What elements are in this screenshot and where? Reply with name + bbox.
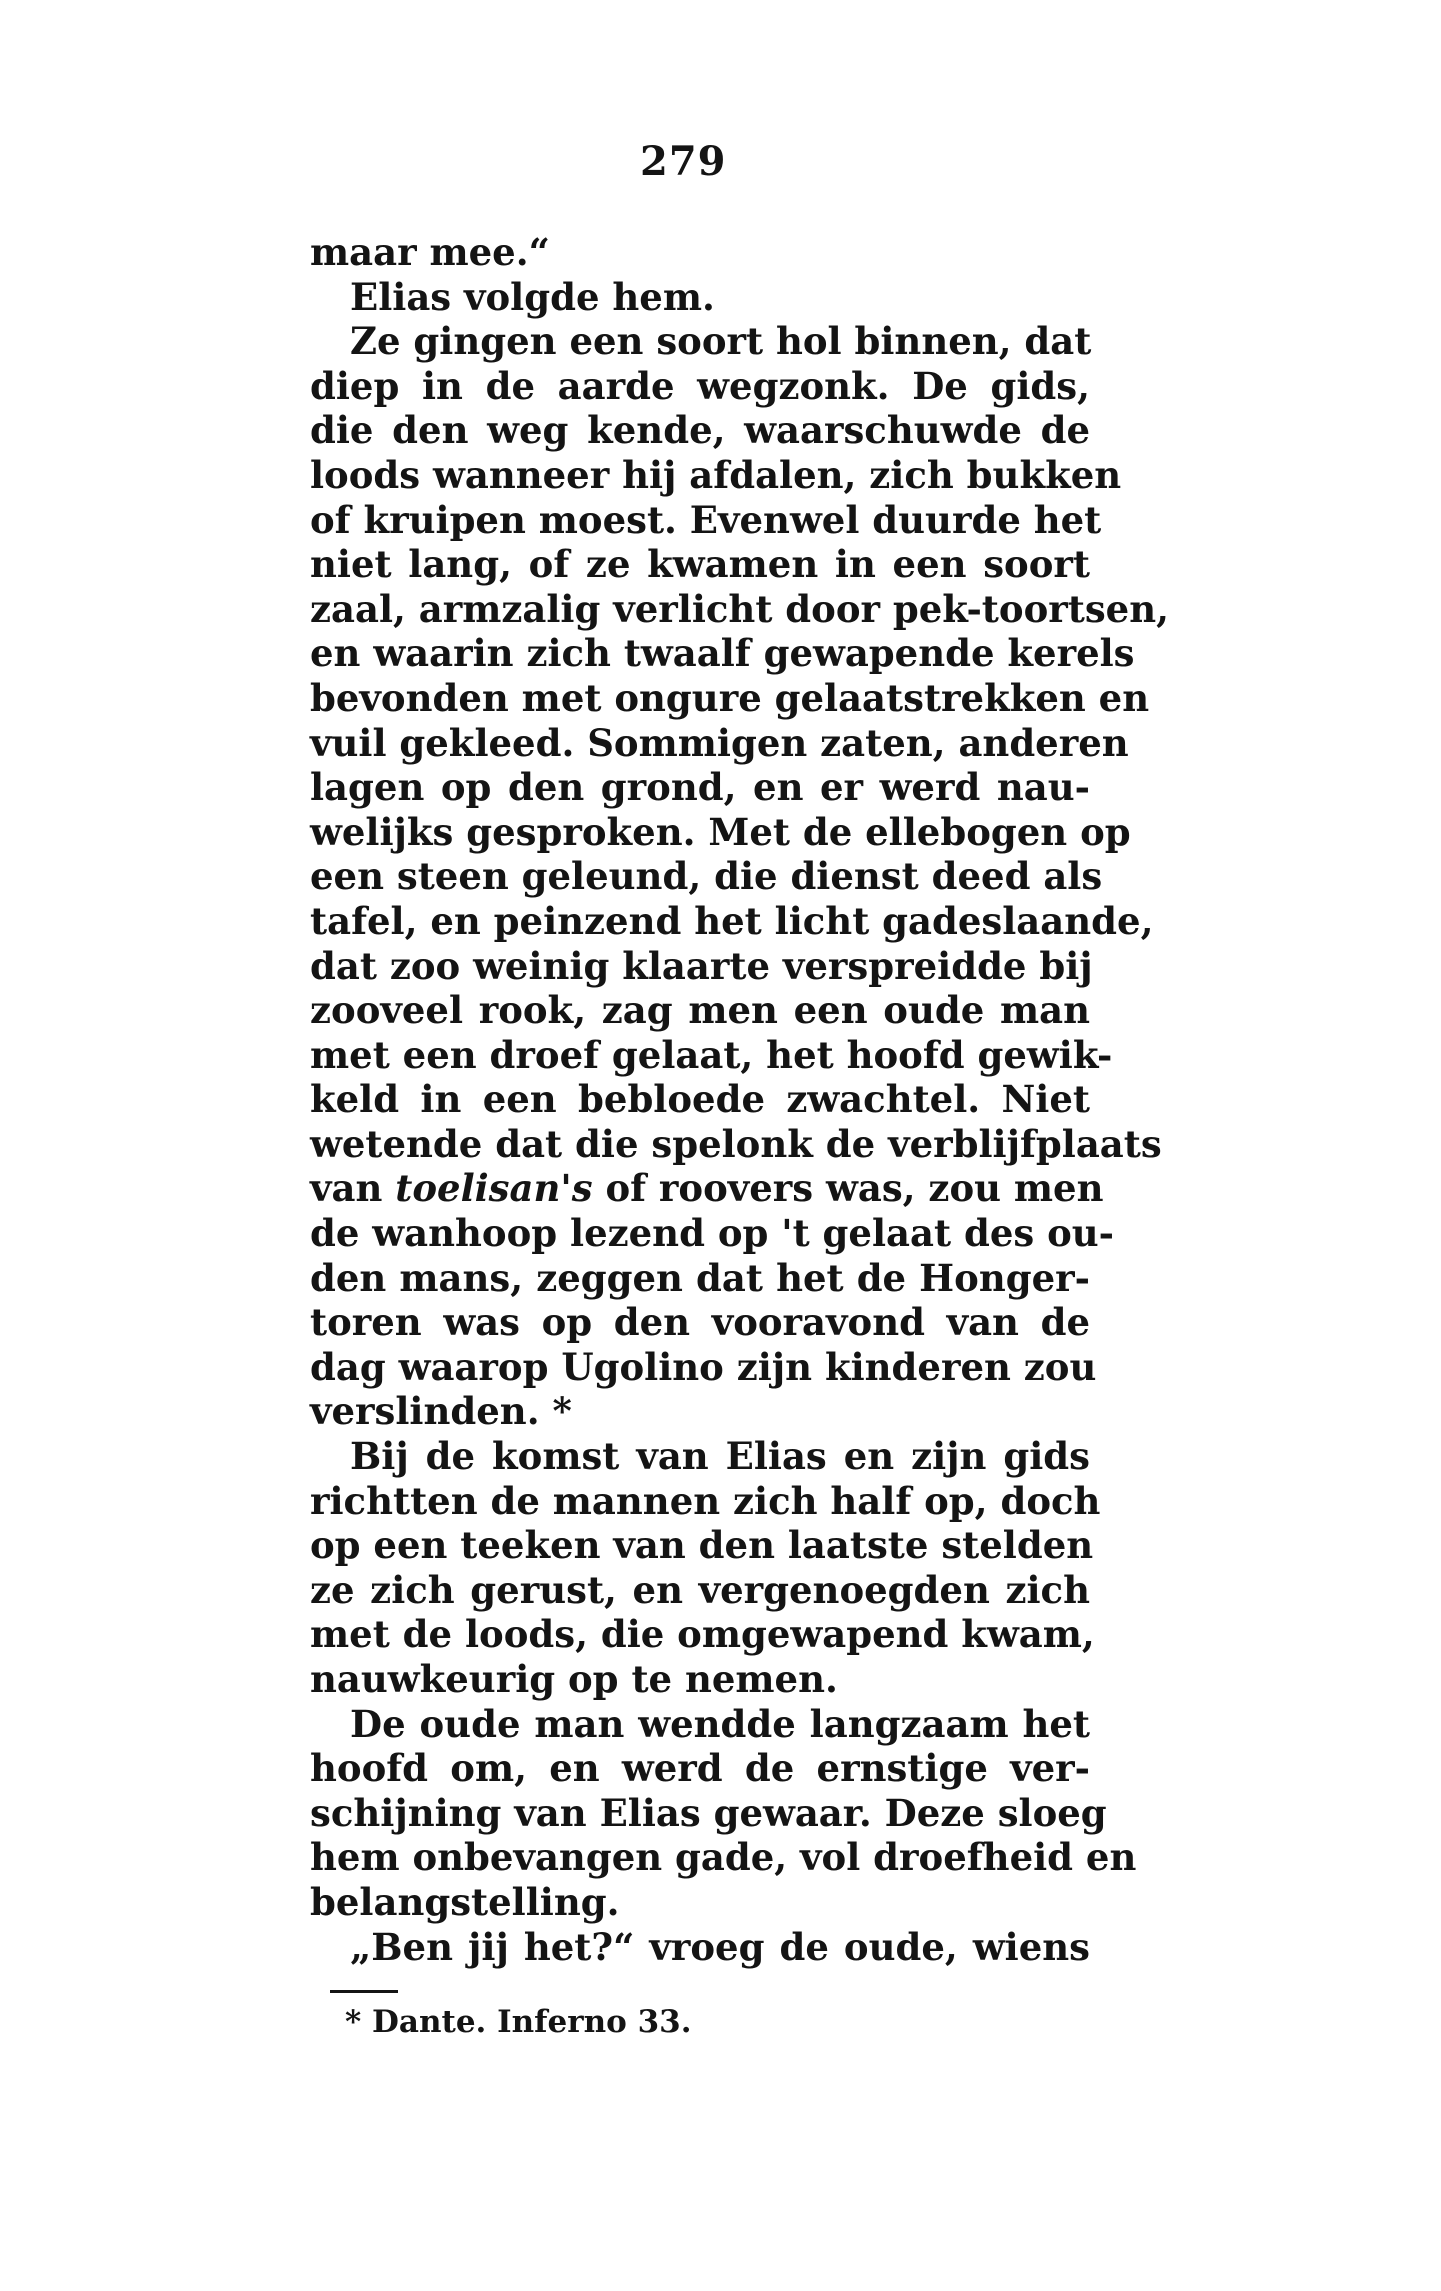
text-line: De oude man wendde langzaam het [350, 1701, 1090, 1746]
text-line: tafel, en peinzend het licht gadeslaande, [310, 898, 1154, 943]
text-line: nauwkeurig op te nemen. [310, 1657, 838, 1701]
text-line: niet lang, of ze kwamen in een soort [310, 542, 1090, 587]
text-line: loods wanneer hij afdalen, zich bukken [310, 452, 1122, 497]
page-number: 279 [640, 138, 727, 185]
italic-word: toelisan's [395, 1166, 593, 1211]
line-text: of roovers was, zou men [592, 1166, 1104, 1211]
text-line: dat zoo weinig klaarte verspreidde bij [310, 943, 1093, 988]
text-line: vuil gekleed. Sommigen zaten, anderen [310, 720, 1129, 765]
text-line: verslinden. * [310, 1389, 572, 1434]
text-line: welijks gesproken. Met de ellebogen op [310, 809, 1131, 854]
text-line: lagen op den grond, en er werd nau- [310, 765, 1090, 810]
text-line-with-italic [310, 1166, 1104, 1211]
text-line: toren was op den vooravond van de [310, 1300, 1090, 1345]
text-line: hoofd om, en werd de ernstige ver- [310, 1746, 1090, 1791]
text-line: diep in de aarde wegzonk. De gids, [310, 363, 1090, 408]
text-line: belangstelling. [310, 1879, 620, 1924]
footnote: * Dante. Inferno 33. [345, 2004, 692, 2040]
text-line: bevonden met ongure gelaatstrekken en [310, 675, 1150, 720]
text-line: zooveel rook, zag men een oude man [310, 988, 1090, 1033]
text-line: dag waarop Ugolino zijn kinderen zou [310, 1344, 1097, 1389]
text-line: met de loods, die omgewapend kwam, [310, 1612, 1095, 1657]
text-line: die den weg kende, waarschuwde de [310, 408, 1090, 453]
text-line: Ze gingen een soort hol binnen, dat [350, 319, 1092, 364]
text-line: de wanhoop lezend op 't gelaat des ou- [310, 1211, 1115, 1256]
text-line: en waarin zich twaalf gewapende kerels [310, 631, 1135, 676]
text-line: zaal, armzalig verlicht door pek-toortsen, [310, 586, 1169, 631]
text-line: met een droef gelaat, het hoofd gewik- [310, 1032, 1113, 1077]
text-line: schijning van Elias gewaar. Deze sloeg [310, 1790, 1107, 1835]
text-line: een steen geleund, die dienst deed als [310, 854, 1103, 899]
body-text [310, 230, 1169, 1969]
text-line: Elias volgde hem. [350, 274, 715, 319]
footnote-divider [330, 1990, 398, 1993]
text-line: Bij de komst van Elias en zijn gids [350, 1434, 1090, 1479]
text-line: maar mee.“ [310, 230, 550, 274]
text-line: den mans, zeggen dat het de Honger- [310, 1255, 1090, 1300]
text-line: wetende dat die spelonk de verblijfplaats [310, 1121, 1162, 1166]
text-line: hem onbevangen gade, vol droefheid en [310, 1835, 1137, 1880]
text-line: „Ben jij het?“ vroeg de oude, wiens [350, 1924, 1090, 1969]
text-line: ze zich gerust, en vergenoegden zich [310, 1567, 1090, 1612]
text-line: of kruipen moest. Evenwel duurde het [310, 497, 1102, 542]
text-line: keld in een bebloede zwachtel. Niet [310, 1077, 1090, 1122]
text-line: richtten de mannen zich half op, doch [310, 1478, 1101, 1523]
line-text: van [310, 1166, 396, 1211]
text-line: op een teeken van den laatste stelden [310, 1523, 1094, 1568]
